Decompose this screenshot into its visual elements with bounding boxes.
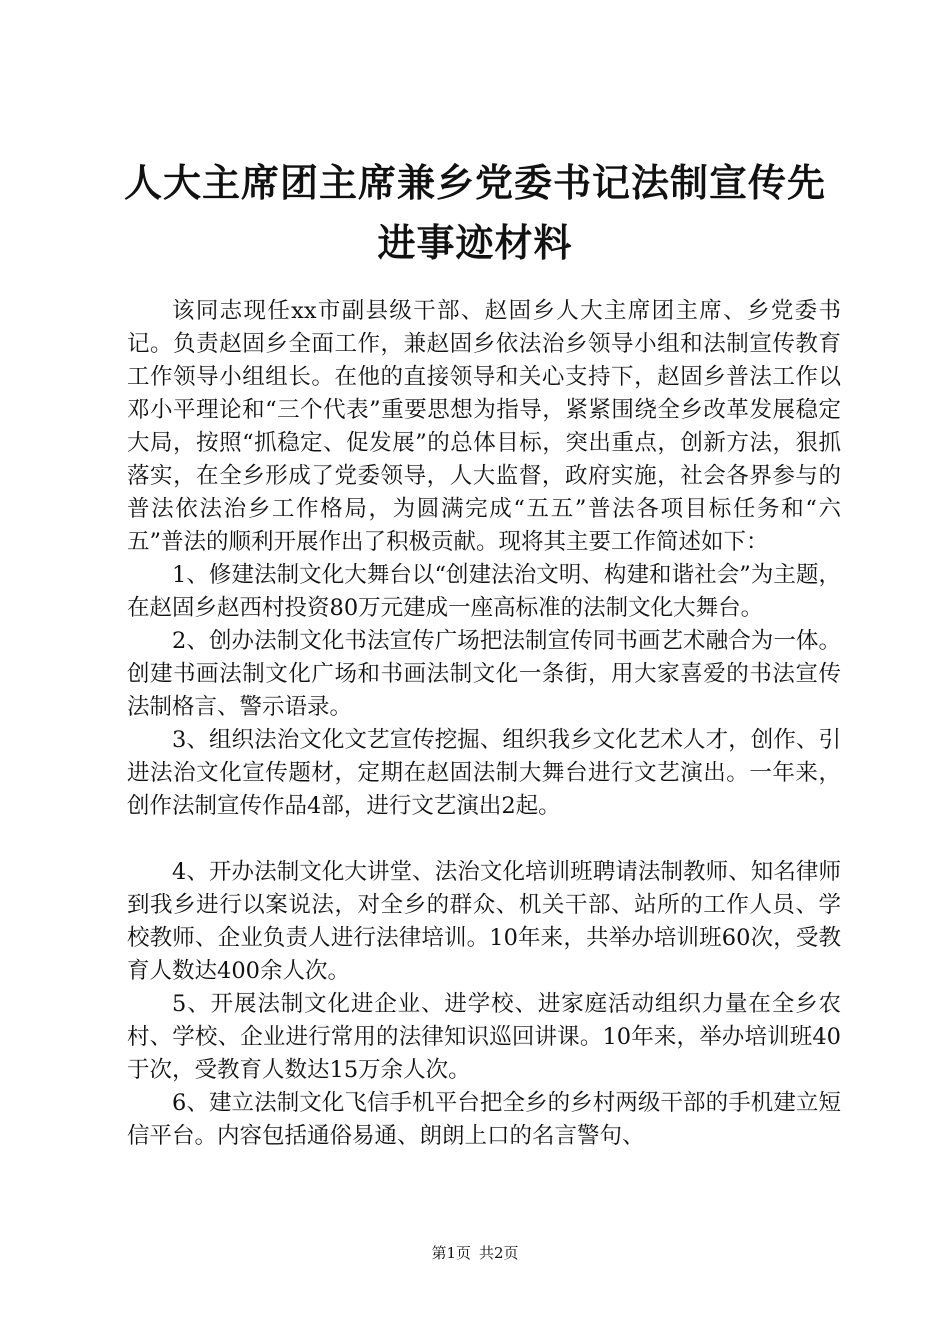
document-title: 人大主席团主席兼乡党委书记法制宣传先进事迹材料 bbox=[123, 160, 826, 265]
paragraph-item-2: 2、创办法制文化书法宣传广场把法制宣传同书画艺术融合为一体。创建书画法制文化广场和书画法制文化一条街，用大家喜爱的书法宣传法制格言、警示语录。 bbox=[127, 628, 841, 720]
page-total: 共2页 bbox=[479, 1244, 519, 1262]
paragraph-item-1: 1、修建法制文化大舞台以“创建法治文明、构建和谐社会”为主题，在赵固乡赵西村投资80万元建成一座高标准的法制文化大舞台。 bbox=[127, 562, 841, 621]
paragraph-item-3: 3、组织法治文化文艺宣传挖掘、组织我乡文化艺术人才，创作、引进法治文化宣传题材，定期在赵固法制大舞台进行文艺演出。一年来，创作法制宣传作品4部，进行文艺演出2起。 bbox=[127, 727, 841, 819]
paragraph-item-6: 6、建立法制文化飞信手机平台把全乡的乡村两级干部的手机建立短信平台。内容包括通俗易通、朗朗上口的名言警句、 bbox=[127, 1090, 841, 1149]
paragraph-item-5: 5、开展法制文化进企业、进学校、进家庭活动组织力量在全乡农村、学校、企业进行常用的法律知识巡回讲课。10年来，举办培训班40于次，受教育人数达15万余人次。 bbox=[127, 991, 841, 1083]
paragraph-item-4: 4、开办法制文化大讲堂、法治文化培训班聘请法制教师、知名律师到我乡进行以案说法，对全乡的群众、机关干部、站所的工作人员、学校教师、企业负责人进行法律培训。10年来，共举办培训班60次，受教育人数达400余人次。 bbox=[127, 859, 841, 984]
paragraph-intro: 该同志现任xx市副县级干部、赵固乡人大主席团主席、乡党委书记。负责赵固乡全面工作，兼赵固乡依法治乡领导小组和法制宣传教育工作领导小组组长。在他的直接领导和关心支持下，赵固乡普法工作以邓小平理论和“三个代表”重要思想为指导，紧紧围绕全乡改革发展稳定大局，按照“抓稳定、促发展”的总体目标，突出重点，创新方法，狠抓落实，在全乡形成了党委领导，人大监督，政府实施，社会各界参与的普法依法治乡工作格局，为圆满完成“五五”普法各项目标任务和“六五”普法的顺利开展作出了积极贡献。现将其主要工作简述如下： bbox=[127, 298, 841, 555]
page-footer bbox=[0, 1243, 950, 1263]
page-number: 第1页 bbox=[431, 1244, 471, 1262]
document-body bbox=[127, 295, 841, 1153]
